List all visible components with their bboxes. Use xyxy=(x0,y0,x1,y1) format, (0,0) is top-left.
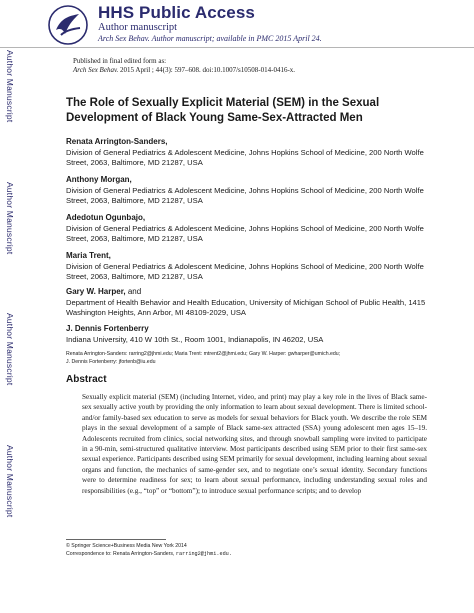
author-name: Renata Arrington-Sanders, xyxy=(66,137,168,146)
hhs-logo-icon xyxy=(47,4,89,46)
author-affiliation: Division of General Pediatrics & Adolescent Medicine, Johns Hopkins School of Medicine, 200 North Wolfe Street, 2063, Baltimore, MD 21287, USA xyxy=(66,185,424,205)
correspondence-line xyxy=(66,551,232,557)
availability-text: Author manuscript; available in PMC 2015 April 24. xyxy=(151,34,322,43)
author-block xyxy=(66,251,426,283)
abstract-heading: Abstract xyxy=(66,374,107,385)
citation-journal: Arch Sex Behav. xyxy=(73,66,119,74)
author-block xyxy=(66,324,426,345)
author-affiliation: Indiana University, 410 W 10th St., Room 1001, Indianapolis, IN 46202, USA xyxy=(66,334,324,344)
correspondence-label: Correspondence to: Renata Arrington-Sanders, xyxy=(66,551,176,557)
author-affiliation: Division of General Pediatrics & Adolescent Medicine, Johns Hopkins School of Medicine, 200 North Wolfe Street, 2063, Baltimore, MD 21287, USA xyxy=(66,223,424,243)
hhs-public-access-title: HHS Public Access xyxy=(98,3,255,22)
author-name: Adedotun Ogunbajo, xyxy=(66,213,146,222)
author-affiliation: Division of General Pediatrics & Adolescent Medicine, Johns Hopkins School of Medicine, 200 North Wolfe Street, 2063, Baltimore, MD 21287, USA xyxy=(66,261,424,281)
author-name: Maria Trent, xyxy=(66,251,111,260)
author-affiliation: Division of General Pediatrics & Adolescent Medicine, Johns Hopkins School of Medicine, 200 North Wolfe Street, 2063, Baltimore, MD 21287, USA xyxy=(66,147,424,167)
author-manuscript-subtitle: Author manuscript xyxy=(98,22,178,33)
author-name: J. Dennis Fortenberry xyxy=(66,324,149,333)
journal-availability-line xyxy=(98,34,322,43)
author-affiliation: Department of Health Behavior and Health Education, University of Michigan School of Public Health, 1415 Washington Heights, Ann Arbor, MI 48109-2029, USA xyxy=(66,297,426,317)
citation-details: 2015 April ; 44(3): 597–608. doi:10.1007/s10508-014-0416-x. xyxy=(118,66,296,74)
correspondence-email[interactable]: rarring2@jhmi.edu. xyxy=(175,551,232,557)
author-name: Anthony Morgan, xyxy=(66,175,132,184)
journal-name: Arch Sex Behav. xyxy=(98,34,150,43)
author-block xyxy=(66,213,426,245)
published-label: Published in final edited form as: xyxy=(73,57,167,65)
email-line: J. Dennis Fortenberry: jfortenb@iu.edu xyxy=(66,358,156,365)
author-name-suffix: and xyxy=(125,287,142,296)
email-line: Renata Arrington-Sanders: rarring2@jhmi.edu; Maria Trent: mtrent2@jhmi.edu; Gary W. Harper: gwharper@umich.edu; xyxy=(66,351,341,357)
copyright-notice: © Springer Science+Business Media New York 2014 xyxy=(66,543,187,549)
author-name-line xyxy=(66,287,426,298)
article-title: The Role of Sexually Explicit Material (SEM) in the Sexual Development of Black Young Same-Sex-Attracted Men xyxy=(66,97,380,124)
sidebar-label: Author Manuscript xyxy=(5,50,15,123)
author-block xyxy=(66,175,426,207)
sidebar-label: Author Manuscript xyxy=(5,445,15,518)
abstract-text: Sexually explicit material (SEM) (including Internet, video, and print) may play a key role in the lives of Black same-sex sexually active youth by providing the only information to learn about sexual development. There is limited school-and/or family-based sex education to serve as models for sexual behaviors for Black youth. We describe the role SEM plays in the sexual development of a sample of Black same-sex attracted (SSA) young adolescent men ages 15–19. Adolescents recruited from clinics, social networking sites, and through snowball sampling were invited to participate in a 90-min, semi-structured qualitative interview. Most participants described using SEM prior to their first same-sex sexual experience. Participants described using SEM primarily for sexual development, including learning about sexual organs and function, the mechanics of same-gender sex, and to negotiate one’s sexual identity. Secondary functions were to determine readiness for sex; to learn about sexual performance, including understanding sexual roles and responsibilities (e.g., “top” or “bottom”); to introduce sexual performance scripts; and to develop xyxy=(82,393,427,495)
author-name: Gary W. Harper, xyxy=(66,287,126,296)
sidebar-label: Author Manuscript xyxy=(5,182,15,255)
header-divider xyxy=(0,47,474,48)
footnote-divider xyxy=(66,539,166,540)
citation-line xyxy=(73,66,295,74)
sidebar-label: Author Manuscript xyxy=(5,313,15,386)
author-emails xyxy=(66,351,426,366)
author-block xyxy=(66,287,426,319)
author-block xyxy=(66,137,426,169)
